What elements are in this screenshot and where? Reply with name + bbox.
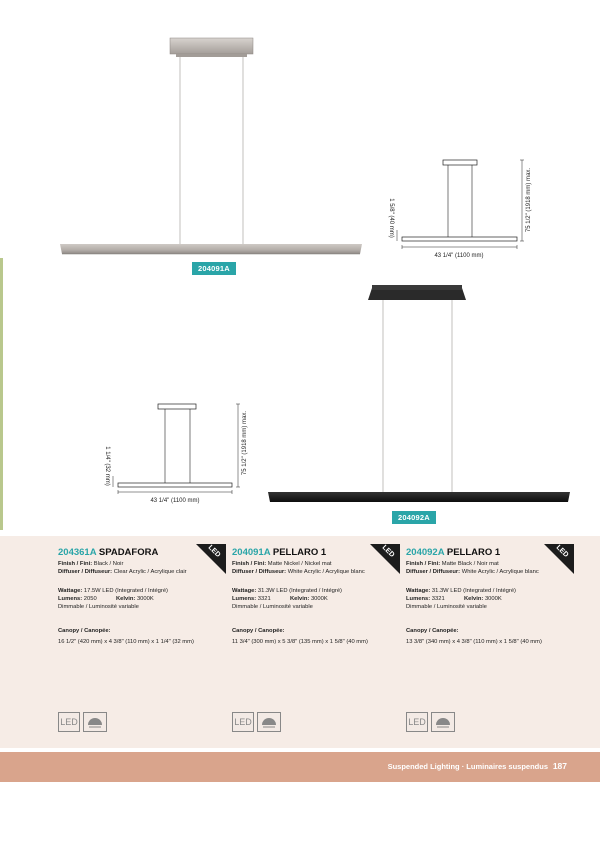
product-name: PELLARO 1: [272, 547, 327, 558]
pellaro-black-fixture: [268, 285, 570, 502]
spadafora-depth-label: 1 1/4" (32 mm): [104, 446, 110, 486]
spadafora-width-label: 43 1/4" (1100 mm): [150, 498, 200, 504]
finish-line: Finish / Fini: Matte Black / Noir mat: [406, 561, 499, 567]
product-name: PELLARO 1: [446, 547, 501, 558]
section-title: Suspended Lighting · Luminaires suspendus: [387, 762, 548, 771]
led-icon: LED: [232, 712, 254, 732]
canopy-label: Canopy / Canopée:: [232, 628, 285, 634]
image-tag-204092a: 204092A: [392, 511, 436, 524]
kelvin-line: Kelvin: 3000K: [464, 596, 502, 602]
canopy-label: Canopy / Canopée:: [406, 628, 459, 634]
pellaro-depth-label: 1 5/8" (40 mm): [388, 198, 394, 238]
product-code: 204091A: [232, 547, 271, 558]
canopy-value: 16 1/2" (420 mm) x 4 3/8" (110 mm) x 1 1/4" (32 mm): [58, 639, 194, 645]
dimmable-line: Dimmable / Luminosité variable: [406, 604, 487, 610]
kelvin-line: Kelvin: 3000K: [116, 596, 154, 602]
pellaro-width-label: 43 1/4" (1100 mm): [434, 253, 484, 259]
finish-line: Finish / Fini: Matte Nickel / Nickel mat: [232, 561, 332, 567]
product-code: 204361A: [58, 547, 97, 558]
led-badge-label: LED: [206, 544, 222, 559]
wattage-line: Wattage: 31.3W LED (Integrated / Intégré): [232, 588, 342, 594]
finish-line: Finish / Fini: Black / Noir: [58, 561, 124, 567]
product-title: [406, 547, 500, 558]
feature-icons: [406, 712, 455, 732]
diffuser-line: Diffuser / Diffuseur: White Acrylic / Acrylique blanc: [232, 569, 365, 575]
canopy-label: Canopy / Canopée:: [58, 628, 111, 634]
dimmable-icon: [431, 712, 455, 732]
kelvin-line: Kelvin: 3000K: [290, 596, 328, 602]
pellaro-dimension-drawing: [388, 160, 532, 259]
dimmable-icon: [257, 712, 281, 732]
led-badge-label: LED: [380, 544, 396, 559]
dimmable-line: Dimmable / Luminosité variable: [232, 604, 313, 610]
product-title: [58, 547, 158, 558]
wattage-line: Wattage: 17.5W LED (Integrated / Intégré): [58, 588, 168, 594]
page-number: 187: [552, 761, 567, 771]
feature-icons: [58, 712, 107, 732]
product-column-pellaro-nickel: [232, 544, 400, 744]
product-column-spadafora: [58, 544, 226, 744]
led-icon: LED: [406, 712, 428, 732]
product-name: SPADAFORA: [98, 547, 159, 558]
product-code: 204092A: [406, 547, 445, 558]
canopy-value: 11 3/4" (300 mm) x 5 3/8" (135 mm) x 1 5/8" (40 mm): [232, 639, 368, 645]
wattage-line: Wattage: 31.3W LED (Integrated / Intégré): [406, 588, 516, 594]
page-footer: [0, 752, 600, 782]
lumens-line: Lumens: 2050: [58, 596, 97, 602]
lumens-line: Lumens: 3321: [406, 596, 445, 602]
dimmable-line: Dimmable / Luminosité variable: [58, 604, 139, 610]
image-tag-204091a: 204091A: [192, 262, 236, 275]
lumens-line: Lumens: 3321: [232, 596, 271, 602]
diffuser-line: Diffuser / Diffuseur: White Acrylic / Acrylique blanc: [406, 569, 539, 575]
led-icon: LED: [58, 712, 80, 732]
product-column-pellaro-black: [406, 544, 574, 744]
dimmable-icon: [83, 712, 107, 732]
pellaro-nickel-fixture: [60, 38, 362, 254]
led-badge-label: LED: [554, 544, 570, 559]
spadafora-height-label: 75 1/2" (1918 mm) max.: [242, 410, 248, 476]
diffuser-line: Diffuser / Diffuseur: Clear Acrylic / Acrylique clair: [58, 569, 187, 575]
feature-icons: [232, 712, 281, 732]
spadafora-dimension-drawing: [104, 404, 248, 504]
product-title: [232, 547, 326, 558]
canopy-value: 13 3/8" (340 mm) x 4 3/8" (110 mm) x 1 5/8" (40 mm): [406, 639, 542, 645]
pellaro-height-label: 75 1/2" (1918 mm) max.: [526, 167, 532, 233]
